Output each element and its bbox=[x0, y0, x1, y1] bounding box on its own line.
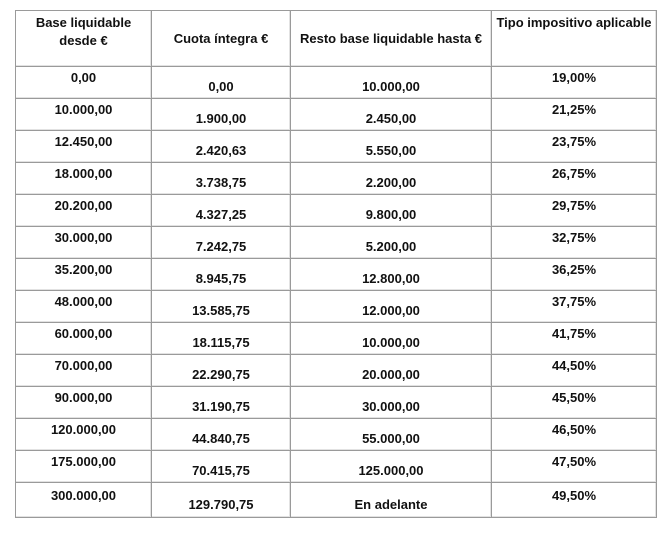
cell-value: 90.000,00 bbox=[54, 390, 113, 405]
cell-value: 5.200,00 bbox=[365, 239, 417, 254]
cell-value: 18.115,75 bbox=[192, 335, 250, 350]
cell-tipo-impositivo bbox=[492, 67, 657, 99]
cell-value: En adelante bbox=[354, 496, 428, 512]
cell-value: 7.242,75 bbox=[195, 239, 247, 254]
cell-resto-base bbox=[291, 259, 492, 291]
cell-value: 10.000,00 bbox=[54, 102, 113, 117]
header-tipo-impositivo: Tipo impositivo aplicable bbox=[492, 11, 657, 67]
cell-value: 21,25% bbox=[551, 102, 597, 117]
tax-bracket-table-container bbox=[15, 10, 656, 528]
cell-value: 2.420,63 bbox=[195, 143, 247, 158]
cell-value: 46,50% bbox=[551, 422, 597, 437]
cell-value: 35.200,00 bbox=[54, 262, 113, 277]
cell-cuota-integra bbox=[152, 419, 291, 451]
cell-value: 44,50% bbox=[551, 358, 597, 373]
cell-value: 49,50% bbox=[551, 487, 597, 503]
cell-value: 32,75% bbox=[551, 230, 597, 245]
cell-base-liquidable bbox=[16, 355, 152, 387]
cell-value: 37,75% bbox=[551, 294, 597, 309]
cell-resto-base bbox=[291, 291, 492, 323]
cell-cuota-integra bbox=[152, 195, 291, 227]
table-row bbox=[16, 99, 657, 131]
cell-value: 2.200,00 bbox=[365, 175, 417, 190]
header-base-liquidable: Base liquidable desde € bbox=[16, 11, 152, 67]
cell-base-liquidable bbox=[16, 291, 152, 323]
cell-value: 20.200,00 bbox=[54, 198, 113, 213]
cell-value: 29,75% bbox=[551, 198, 597, 213]
cell-value: 30.000,00 bbox=[54, 230, 113, 245]
cell-resto-base bbox=[291, 67, 492, 99]
cell-value: 70.000,00 bbox=[54, 358, 113, 373]
cell-base-liquidable bbox=[16, 451, 152, 483]
cell-value: 300.000,00 bbox=[50, 487, 117, 503]
cell-value: 125.000,00 bbox=[358, 463, 424, 478]
cell-cuota-integra bbox=[152, 67, 291, 99]
cell-cuota-integra bbox=[152, 131, 291, 163]
cell-tipo-impositivo bbox=[492, 483, 657, 518]
cell-value: 18.000,00 bbox=[54, 166, 113, 181]
cell-base-liquidable bbox=[16, 67, 152, 99]
cell-resto-base bbox=[291, 227, 492, 259]
cell-value: 31.190,75 bbox=[192, 399, 250, 414]
table-row bbox=[16, 227, 657, 259]
cell-value: 4.327,25 bbox=[195, 207, 247, 222]
table-row bbox=[16, 259, 657, 291]
tax-bracket-table bbox=[15, 10, 657, 518]
cell-value: 13.585,75 bbox=[192, 303, 250, 318]
cell-resto-base bbox=[291, 131, 492, 163]
cell-cuota-integra bbox=[152, 483, 291, 518]
cell-value: 2.450,00 bbox=[365, 111, 417, 126]
cell-cuota-integra bbox=[152, 323, 291, 355]
cell-value: 44.840,75 bbox=[192, 431, 250, 446]
cell-resto-base bbox=[291, 483, 492, 518]
cell-value: 0,00 bbox=[208, 79, 234, 94]
cell-tipo-impositivo bbox=[492, 291, 657, 323]
cell-value: 23,75% bbox=[551, 134, 597, 149]
cell-value: 10.000,00 bbox=[362, 79, 420, 94]
cell-value: 10.000,00 bbox=[362, 335, 420, 350]
cell-cuota-integra bbox=[152, 227, 291, 259]
cell-value: 8.945,75 bbox=[195, 271, 247, 286]
cell-value: 12.800,00 bbox=[362, 271, 420, 286]
header-resto-base: Resto base liquidable hasta € bbox=[291, 11, 492, 67]
table-row bbox=[16, 195, 657, 227]
cell-value: 41,75% bbox=[551, 326, 597, 341]
cell-tipo-impositivo bbox=[492, 131, 657, 163]
cell-value: 47,50% bbox=[551, 454, 597, 469]
table-row bbox=[16, 419, 657, 451]
cell-value: 3.738,75 bbox=[195, 175, 247, 190]
cell-tipo-impositivo bbox=[492, 227, 657, 259]
cell-resto-base bbox=[291, 419, 492, 451]
cell-base-liquidable bbox=[16, 419, 152, 451]
cell-base-liquidable bbox=[16, 163, 152, 195]
cell-base-liquidable bbox=[16, 323, 152, 355]
cell-value: 30.000,00 bbox=[362, 399, 420, 414]
cell-value: 48.000,00 bbox=[54, 294, 113, 309]
table-row bbox=[16, 387, 657, 419]
cell-value: 0,00 bbox=[70, 70, 97, 85]
cell-value: 175.000,00 bbox=[50, 454, 117, 469]
cell-cuota-integra bbox=[152, 99, 291, 131]
cell-value: 12.450,00 bbox=[54, 134, 113, 149]
table-row bbox=[16, 131, 657, 163]
table-row bbox=[16, 163, 657, 195]
cell-base-liquidable bbox=[16, 387, 152, 419]
cell-base-liquidable bbox=[16, 99, 152, 131]
table-row bbox=[16, 451, 657, 483]
cell-cuota-integra bbox=[152, 451, 291, 483]
cell-tipo-impositivo bbox=[492, 387, 657, 419]
cell-resto-base bbox=[291, 451, 492, 483]
cell-tipo-impositivo bbox=[492, 163, 657, 195]
cell-cuota-integra bbox=[152, 259, 291, 291]
cell-tipo-impositivo bbox=[492, 323, 657, 355]
cell-cuota-integra bbox=[152, 163, 291, 195]
cell-tipo-impositivo bbox=[492, 259, 657, 291]
cell-value: 20.000,00 bbox=[362, 367, 420, 382]
cell-value: 55.000,00 bbox=[362, 431, 420, 446]
cell-base-liquidable bbox=[16, 483, 152, 518]
cell-tipo-impositivo bbox=[492, 99, 657, 131]
cell-base-liquidable bbox=[16, 227, 152, 259]
cell-value: 19,00% bbox=[551, 70, 597, 85]
cell-base-liquidable bbox=[16, 259, 152, 291]
cell-tipo-impositivo bbox=[492, 419, 657, 451]
table-row bbox=[16, 483, 657, 518]
cell-resto-base bbox=[291, 195, 492, 227]
cell-base-liquidable bbox=[16, 131, 152, 163]
table-row bbox=[16, 323, 657, 355]
cell-tipo-impositivo bbox=[492, 195, 657, 227]
table-row bbox=[16, 355, 657, 387]
cell-cuota-integra bbox=[152, 291, 291, 323]
cell-value: 26,75% bbox=[551, 166, 597, 181]
cell-value: 45,50% bbox=[551, 390, 597, 405]
cell-value: 1.900,00 bbox=[195, 111, 247, 126]
cell-resto-base bbox=[291, 323, 492, 355]
cell-value: 120.000,00 bbox=[50, 422, 117, 437]
cell-cuota-integra bbox=[152, 387, 291, 419]
table-row bbox=[16, 67, 657, 99]
cell-tipo-impositivo bbox=[492, 355, 657, 387]
cell-value: 12.000,00 bbox=[362, 303, 420, 318]
cell-value: 5.550,00 bbox=[365, 143, 417, 158]
cell-value: 36,25% bbox=[551, 262, 597, 277]
cell-value: 70.415,75 bbox=[192, 463, 250, 478]
cell-base-liquidable bbox=[16, 195, 152, 227]
cell-value: 129.790,75 bbox=[188, 496, 254, 512]
cell-resto-base bbox=[291, 355, 492, 387]
table-row bbox=[16, 291, 657, 323]
cell-cuota-integra bbox=[152, 355, 291, 387]
cell-tipo-impositivo bbox=[492, 451, 657, 483]
cell-value: 60.000,00 bbox=[54, 326, 113, 341]
cell-resto-base bbox=[291, 99, 492, 131]
cell-value: 22.290,75 bbox=[192, 367, 250, 382]
table-header-row bbox=[16, 11, 657, 67]
cell-resto-base bbox=[291, 163, 492, 195]
header-cuota-integra: Cuota íntegra € bbox=[152, 11, 291, 67]
cell-resto-base bbox=[291, 387, 492, 419]
cell-value: 9.800,00 bbox=[365, 207, 417, 222]
